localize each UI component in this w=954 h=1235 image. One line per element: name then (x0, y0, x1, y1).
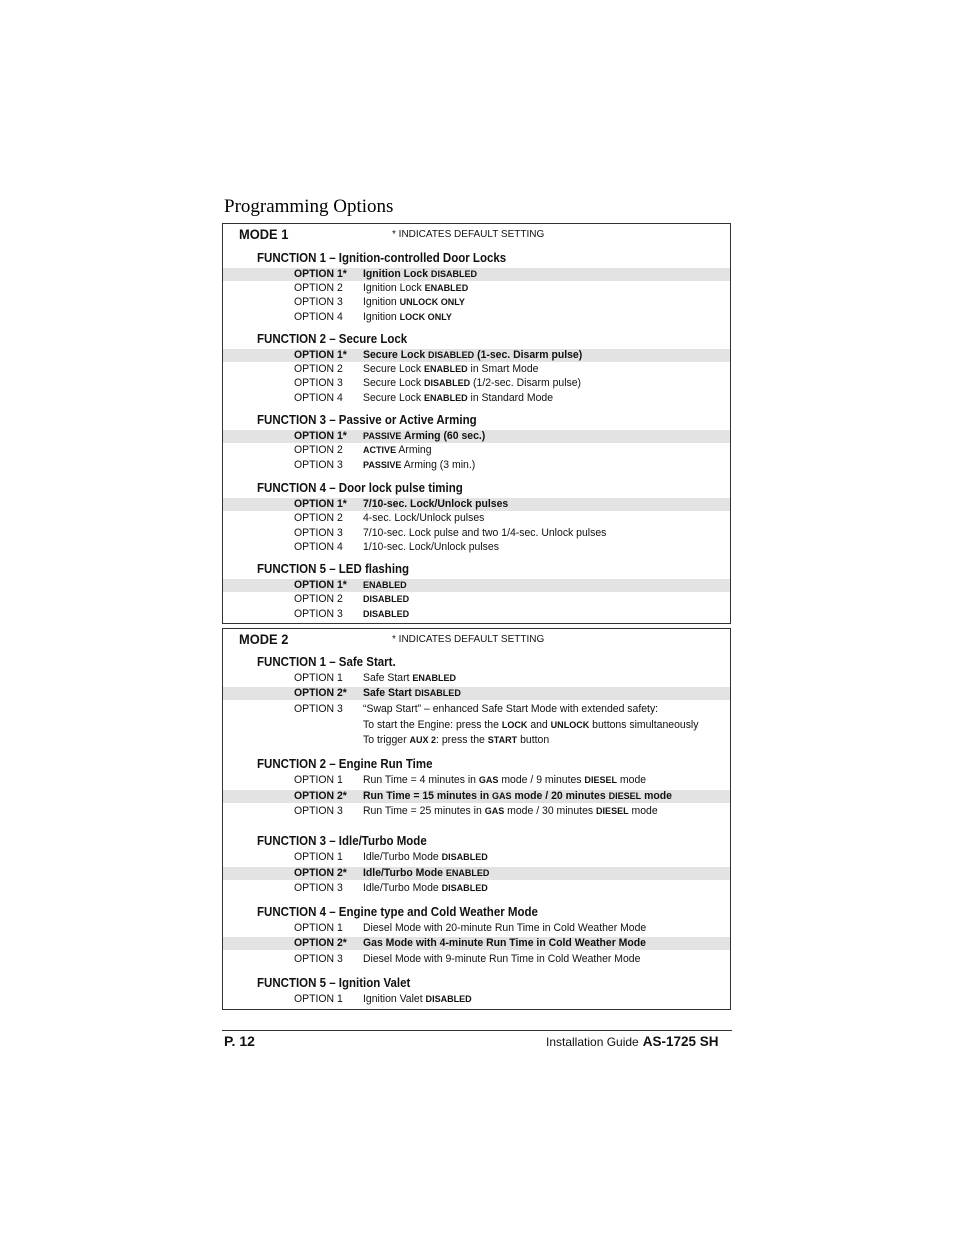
mode-label: MODE 1 (239, 226, 289, 242)
function-title: FUNCTION 2 – Engine Run Time (257, 757, 433, 771)
option-name: OPTION 3 (294, 953, 343, 965)
default-note: * INDICATES DEFAULT SETTING (392, 634, 545, 645)
option-row (223, 672, 730, 685)
option-row (223, 282, 730, 295)
function-title: FUNCTION 2 – Secure Lock (257, 332, 408, 346)
function-title: FUNCTION 5 – Ignition Valet (257, 976, 411, 990)
option-desc: Ignition Lock ENABLED (363, 282, 469, 294)
option-name: OPTION 2 (294, 282, 343, 294)
option-desc: Ignition UNLOCK ONLY (363, 296, 465, 308)
option-name: OPTION 3 (294, 608, 343, 620)
option-row (223, 774, 730, 787)
option-row (223, 867, 730, 880)
option-row (223, 851, 730, 864)
option-row (223, 541, 730, 554)
option-row (223, 512, 730, 525)
page-title: Programming Options (224, 196, 394, 217)
option-name: OPTION 1 (294, 851, 343, 863)
option-row (223, 882, 730, 895)
function-title: FUNCTION 3 – Idle/Turbo Mode (257, 834, 427, 848)
option-desc: Diesel Mode with 9-minute Run Time in Cold Weather Mode (363, 953, 641, 965)
option-row (223, 993, 730, 1006)
option-detail-line: To trigger AUX 2: press the START button (363, 734, 550, 746)
option-name: OPTION 2 (294, 444, 343, 456)
option-name: OPTION 1 (294, 922, 343, 934)
option-row (223, 459, 730, 472)
model-code: AS-1725 SH (642, 1034, 719, 1049)
option-row (223, 593, 730, 606)
function-title: FUNCTION 5 – LED flashing (257, 562, 410, 576)
option-row (223, 498, 730, 511)
function-title: FUNCTION 3 – Passive or Active Arming (257, 413, 477, 427)
option-desc: 1/10-sec. Lock/Unlock pulses (363, 541, 499, 553)
option-name: OPTION 2* (294, 687, 347, 699)
guide-label: Installation Guide (546, 1035, 639, 1049)
option-name: OPTION 2 (294, 512, 343, 524)
option-row (223, 268, 730, 281)
option-desc: Run Time = 15 minutes in GAS mode / 20 minutes DIESEL mode (363, 790, 672, 802)
option-desc: 4-sec. Lock/Unlock pulses (363, 512, 485, 524)
mode-1-box (222, 223, 731, 624)
option-desc: “Swap Start” – enhanced Safe Start Mode with extended safety: (363, 703, 659, 715)
option-row (223, 363, 730, 376)
option-name: OPTION 1* (294, 349, 347, 361)
option-desc: Diesel Mode with 20-minute Run Time in Cold Weather Mode (363, 922, 647, 934)
option-name: OPTION 1* (294, 498, 347, 510)
option-name: OPTION 1* (294, 430, 347, 442)
function-title: FUNCTION 1 – Ignition-controlled Door Locks (257, 251, 507, 265)
option-row (223, 527, 730, 540)
option-desc: Run Time = 25 minutes in GAS mode / 30 minutes DIESEL mode (363, 805, 658, 817)
default-note: * INDICATES DEFAULT SETTING (392, 229, 545, 240)
option-row (223, 937, 730, 950)
footer-divider (222, 1030, 732, 1031)
option-desc: Run Time = 4 minutes in GAS mode / 9 minutes DIESEL mode (363, 774, 647, 786)
option-row (223, 579, 730, 592)
option-row (223, 444, 730, 457)
option-desc: PASSIVE Arming (3 min.) (363, 459, 476, 471)
option-name: OPTION 1 (294, 672, 343, 684)
option-name: OPTION 3 (294, 882, 343, 894)
option-desc: DISABLED (363, 609, 410, 620)
option-name: OPTION 3 (294, 377, 343, 389)
option-name: OPTION 3 (294, 703, 343, 715)
option-row (223, 377, 730, 390)
option-desc: ENABLED (363, 580, 407, 591)
option-name: OPTION 2 (294, 593, 343, 605)
option-name: OPTION 2* (294, 790, 347, 802)
option-desc: 7/10-sec. Lock/Unlock pulses (363, 498, 509, 510)
option-name: OPTION 3 (294, 805, 343, 817)
footer-guide-title (546, 1034, 719, 1049)
option-desc: Ignition Lock DISABLED (363, 268, 478, 280)
option-desc: PASSIVE Arming (60 sec.) (363, 430, 486, 442)
option-name: OPTION 4 (294, 311, 343, 323)
option-name: OPTION 1 (294, 993, 343, 1005)
option-name: OPTION 2* (294, 867, 347, 879)
option-row (223, 805, 730, 818)
option-desc: 7/10-sec. Lock pulse and two 1/4-sec. Unlock pulses (363, 527, 607, 539)
option-desc: Ignition LOCK ONLY (363, 311, 452, 323)
option-desc: Ignition Valet DISABLED (363, 993, 472, 1005)
option-desc: Idle/Turbo Mode ENABLED (363, 867, 490, 879)
option-desc: Secure Lock ENABLED in Standard Mode (363, 392, 554, 404)
option-name: OPTION 3 (294, 459, 343, 471)
option-name: OPTION 1* (294, 268, 347, 280)
option-desc: Idle/Turbo Mode DISABLED (363, 882, 488, 894)
page-number: P. 12 (224, 1033, 255, 1049)
option-desc: ACTIVE Arming (363, 444, 432, 456)
option-name: OPTION 2 (294, 363, 343, 375)
option-name: OPTION 3 (294, 296, 343, 308)
option-name: OPTION 2* (294, 937, 347, 949)
option-row (223, 392, 730, 405)
mode-label: MODE 2 (239, 631, 289, 647)
option-name: OPTION 4 (294, 541, 343, 553)
function-title: FUNCTION 4 – Door lock pulse timing (257, 481, 463, 495)
option-name: OPTION 1 (294, 774, 343, 786)
option-desc: DISABLED (363, 594, 410, 605)
option-name: OPTION 4 (294, 392, 343, 404)
option-desc: Secure Lock DISABLED (1-sec. Disarm pulse) (363, 349, 583, 361)
mode-2-box (222, 628, 731, 1010)
option-row (223, 953, 730, 966)
option-name: OPTION 3 (294, 527, 343, 539)
option-desc: Safe Start DISABLED (363, 687, 461, 699)
option-row (223, 349, 730, 362)
option-desc: Gas Mode with 4-minute Run Time in Cold Weather Mode (363, 937, 646, 949)
function-title: FUNCTION 1 – Safe Start. (257, 655, 396, 669)
option-desc: Secure Lock DISABLED (1/2-sec. Disarm pulse) (363, 377, 582, 389)
option-desc: Idle/Turbo Mode DISABLED (363, 851, 488, 863)
option-row (223, 430, 730, 443)
option-row (223, 790, 730, 803)
option-row (223, 296, 730, 309)
function-title: FUNCTION 4 – Engine type and Cold Weather Mode (257, 905, 538, 919)
option-desc: Secure Lock ENABLED in Smart Mode (363, 363, 539, 375)
option-detail-line: To start the Engine: press the LOCK and UNLOCK buttons simultaneously (363, 719, 699, 731)
option-row (223, 703, 730, 716)
option-desc: Safe Start ENABLED (363, 672, 457, 684)
option-row (223, 687, 730, 700)
option-row (223, 311, 730, 324)
option-row (223, 608, 730, 621)
option-name: OPTION 1* (294, 579, 347, 591)
option-row (223, 922, 730, 935)
